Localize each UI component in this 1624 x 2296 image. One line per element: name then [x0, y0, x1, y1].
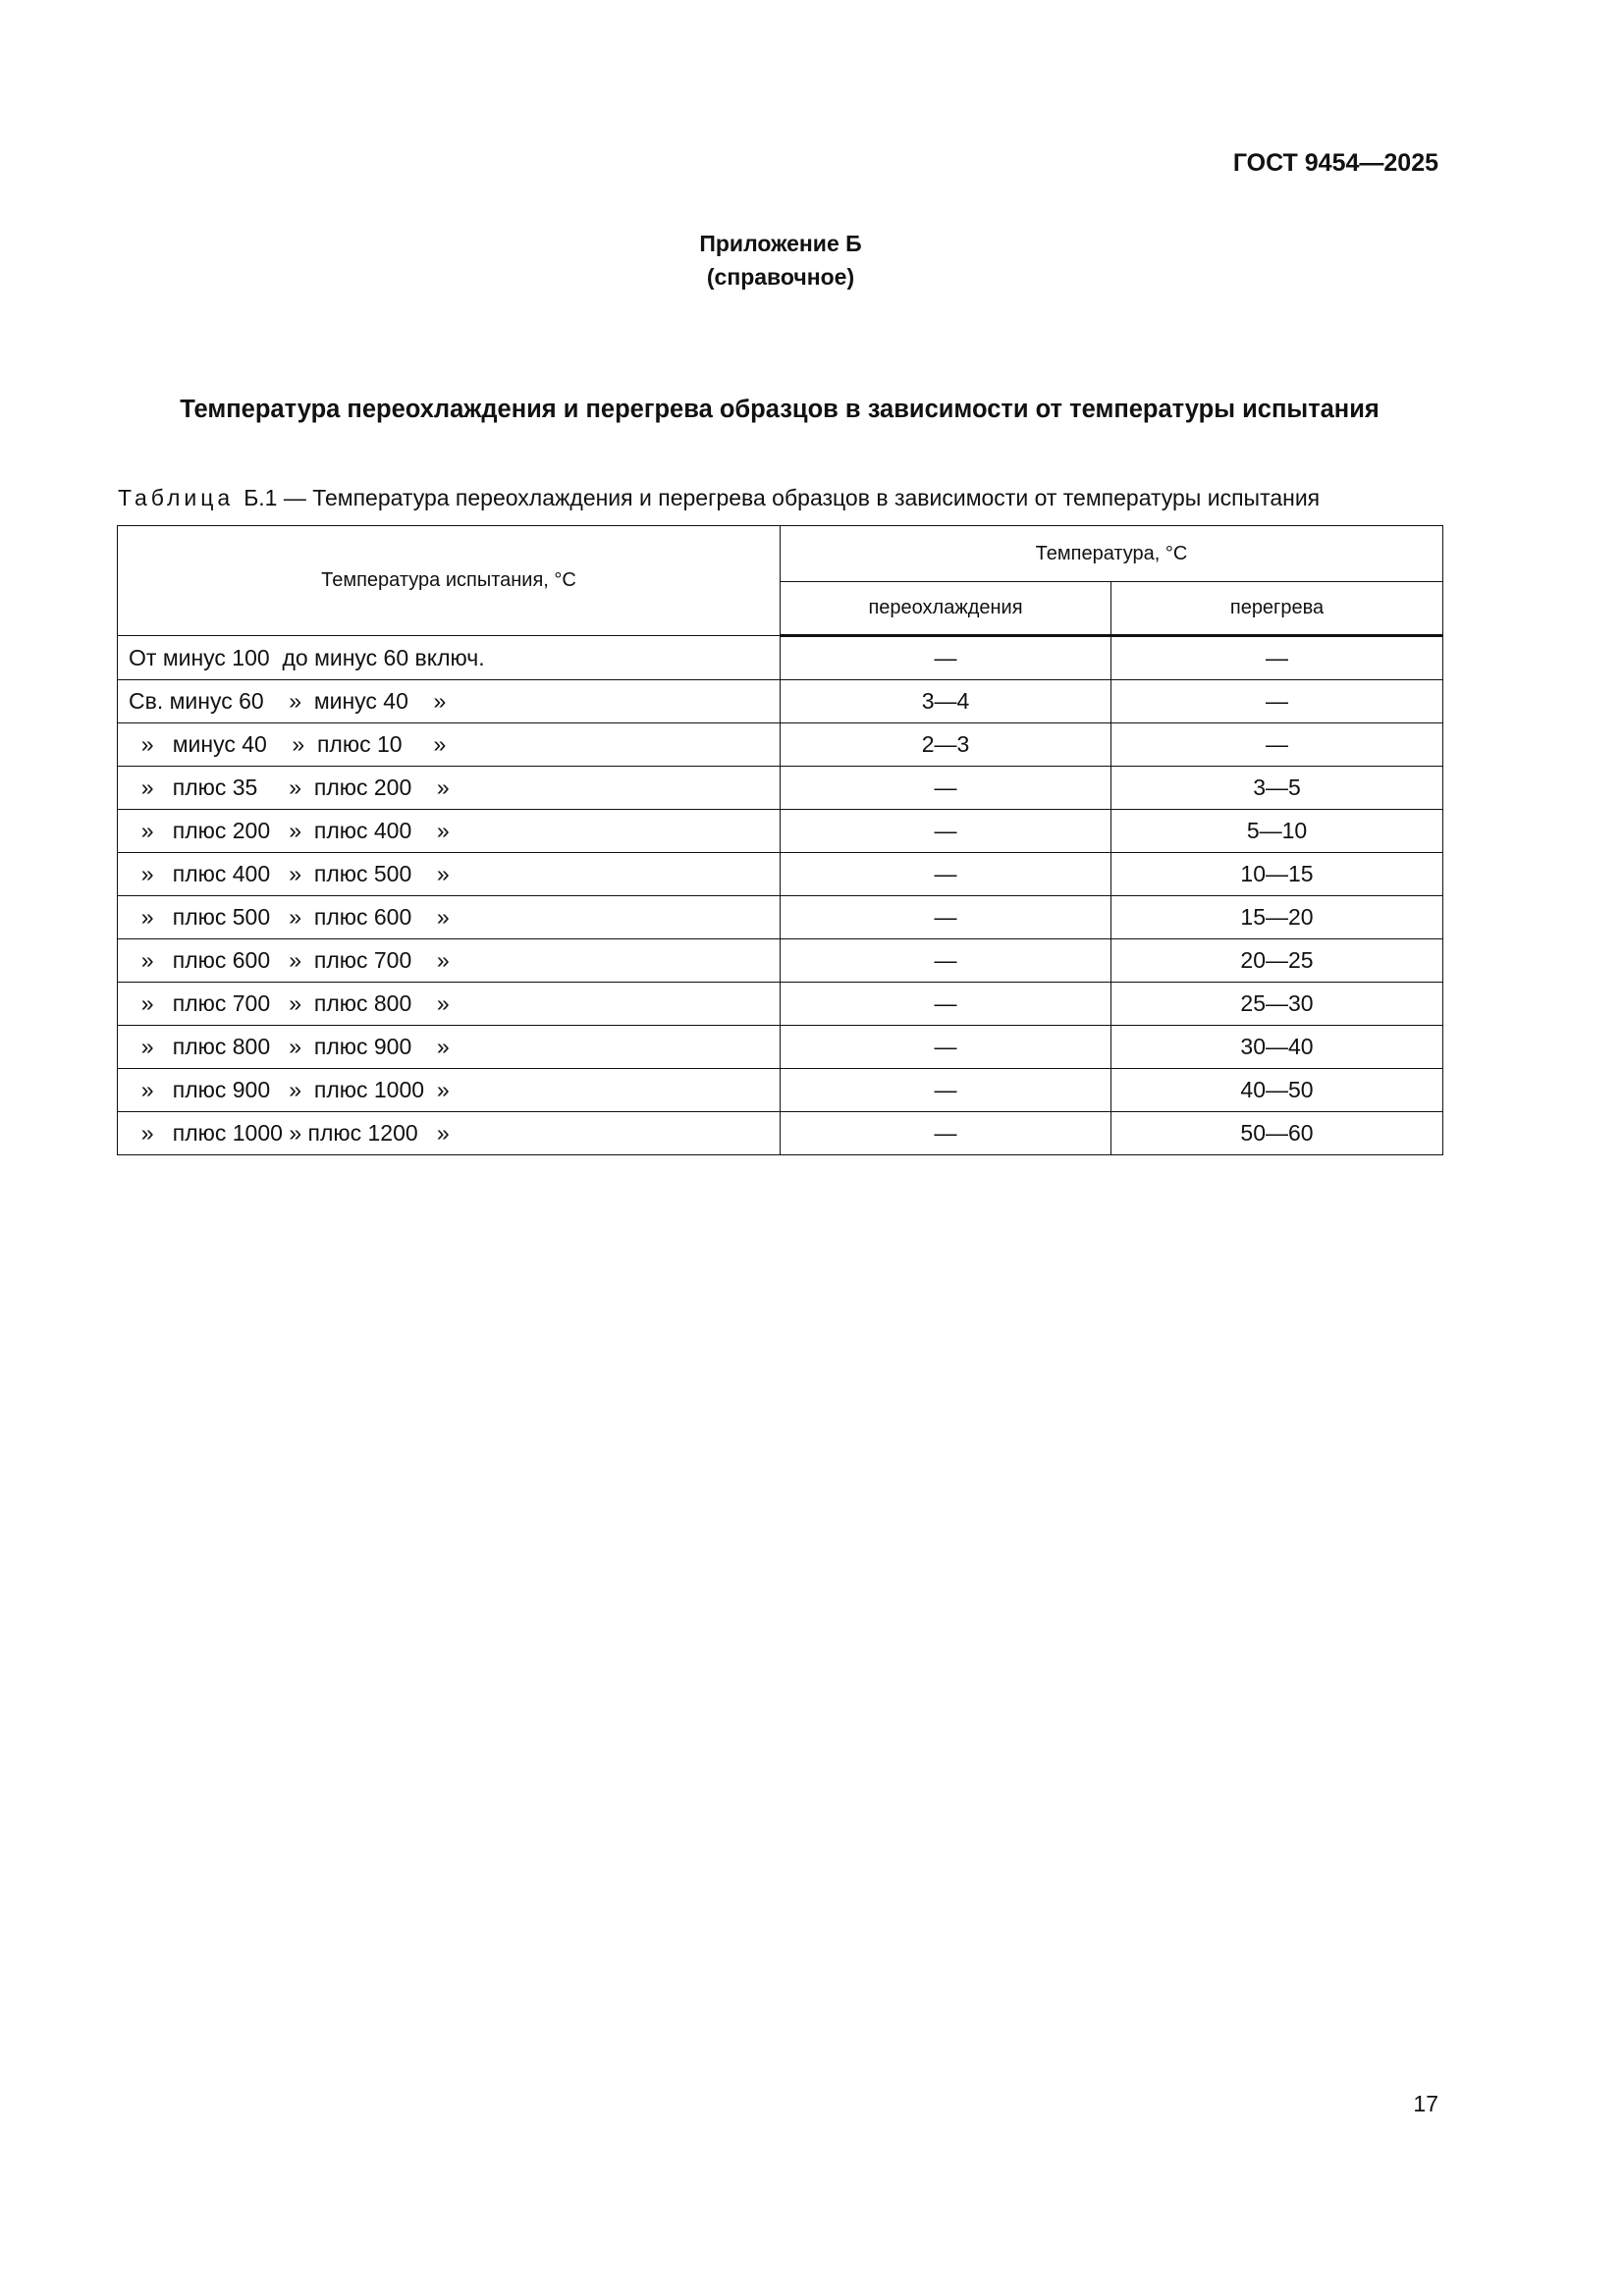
row-range: Св. минус 60 » минус 40 »: [118, 680, 781, 723]
row-supercooling: —: [781, 636, 1111, 680]
row-overheating: —: [1111, 680, 1443, 723]
table-row: [118, 983, 1443, 1026]
table-caption-text: Б.1 — Температура переохлаждения и перегрева образцов в зависимости от температуры испытания: [244, 485, 1321, 510]
row-supercooling: —: [781, 896, 1111, 939]
document-number: ГОСТ 9454—2025: [1232, 149, 1438, 177]
table-row: [118, 1026, 1443, 1069]
appendix-type: (справочное): [706, 264, 855, 290]
table-row: [118, 636, 1443, 680]
row-overheating: 50—60: [1111, 1112, 1443, 1155]
row-supercooling: 3—4: [781, 680, 1111, 723]
row-overheating: 15—20: [1111, 896, 1443, 939]
table-caption: [118, 485, 1443, 511]
row-supercooling: —: [781, 810, 1111, 853]
appendix-heading: [0, 227, 1561, 294]
header-temperature: Температура, °C: [781, 526, 1443, 582]
row-supercooling: —: [781, 767, 1111, 810]
row-supercooling: 2—3: [781, 723, 1111, 767]
page-number: 17: [1413, 2091, 1438, 2116]
row-overheating: 5—10: [1111, 810, 1443, 853]
table-row: [118, 767, 1443, 810]
header-supercooling: переохлаждения: [781, 582, 1111, 636]
row-range: » плюс 700 » плюс 800 »: [118, 983, 781, 1026]
row-range: » минус 40 » плюс 10 »: [118, 723, 781, 767]
row-overheating: 20—25: [1111, 939, 1443, 983]
row-range: От минус 100 до минус 60 включ.: [118, 636, 781, 680]
row-range: » плюс 400 » плюс 500 »: [118, 853, 781, 896]
row-supercooling: —: [781, 983, 1111, 1026]
table-row: [118, 723, 1443, 767]
appendix-title: Приложение Б: [699, 231, 862, 256]
table-row: [118, 939, 1443, 983]
row-range: » плюс 600 » плюс 700 »: [118, 939, 781, 983]
row-supercooling: —: [781, 1112, 1111, 1155]
row-supercooling: —: [781, 939, 1111, 983]
row-range: » плюс 200 » плюс 400 »: [118, 810, 781, 853]
row-supercooling: —: [781, 1026, 1111, 1069]
table-row: [118, 1069, 1443, 1112]
row-overheating: 10—15: [1111, 853, 1443, 896]
row-overheating: 25—30: [1111, 983, 1443, 1026]
row-range: » плюс 35 » плюс 200 »: [118, 767, 781, 810]
row-supercooling: —: [781, 1069, 1111, 1112]
row-range: » плюс 900 » плюс 1000 »: [118, 1069, 781, 1112]
header-test-temperature: Температура испытания, °C: [118, 526, 781, 636]
row-supercooling: —: [781, 853, 1111, 896]
row-overheating: 40—50: [1111, 1069, 1443, 1112]
table-row: [118, 1112, 1443, 1155]
row-overheating: —: [1111, 723, 1443, 767]
row-overheating: —: [1111, 636, 1443, 680]
section-title: Температура переохлаждения и перегрева образцов в зависимости от температуры испытания: [180, 396, 1380, 423]
table-row: [118, 853, 1443, 896]
row-range: » плюс 500 » плюс 600 »: [118, 896, 781, 939]
row-overheating: 30—40: [1111, 1026, 1443, 1069]
row-range: » плюс 800 » плюс 900 »: [118, 1026, 781, 1069]
table-caption-label: Таблица: [118, 485, 235, 510]
header-overheating: перегрева: [1111, 582, 1443, 636]
table-row: [118, 680, 1443, 723]
row-overheating: 3—5: [1111, 767, 1443, 810]
temperature-table: [117, 525, 1443, 1155]
row-range: » плюс 1000 » плюс 1200 »: [118, 1112, 781, 1155]
table-row: [118, 810, 1443, 853]
table-row: [118, 896, 1443, 939]
